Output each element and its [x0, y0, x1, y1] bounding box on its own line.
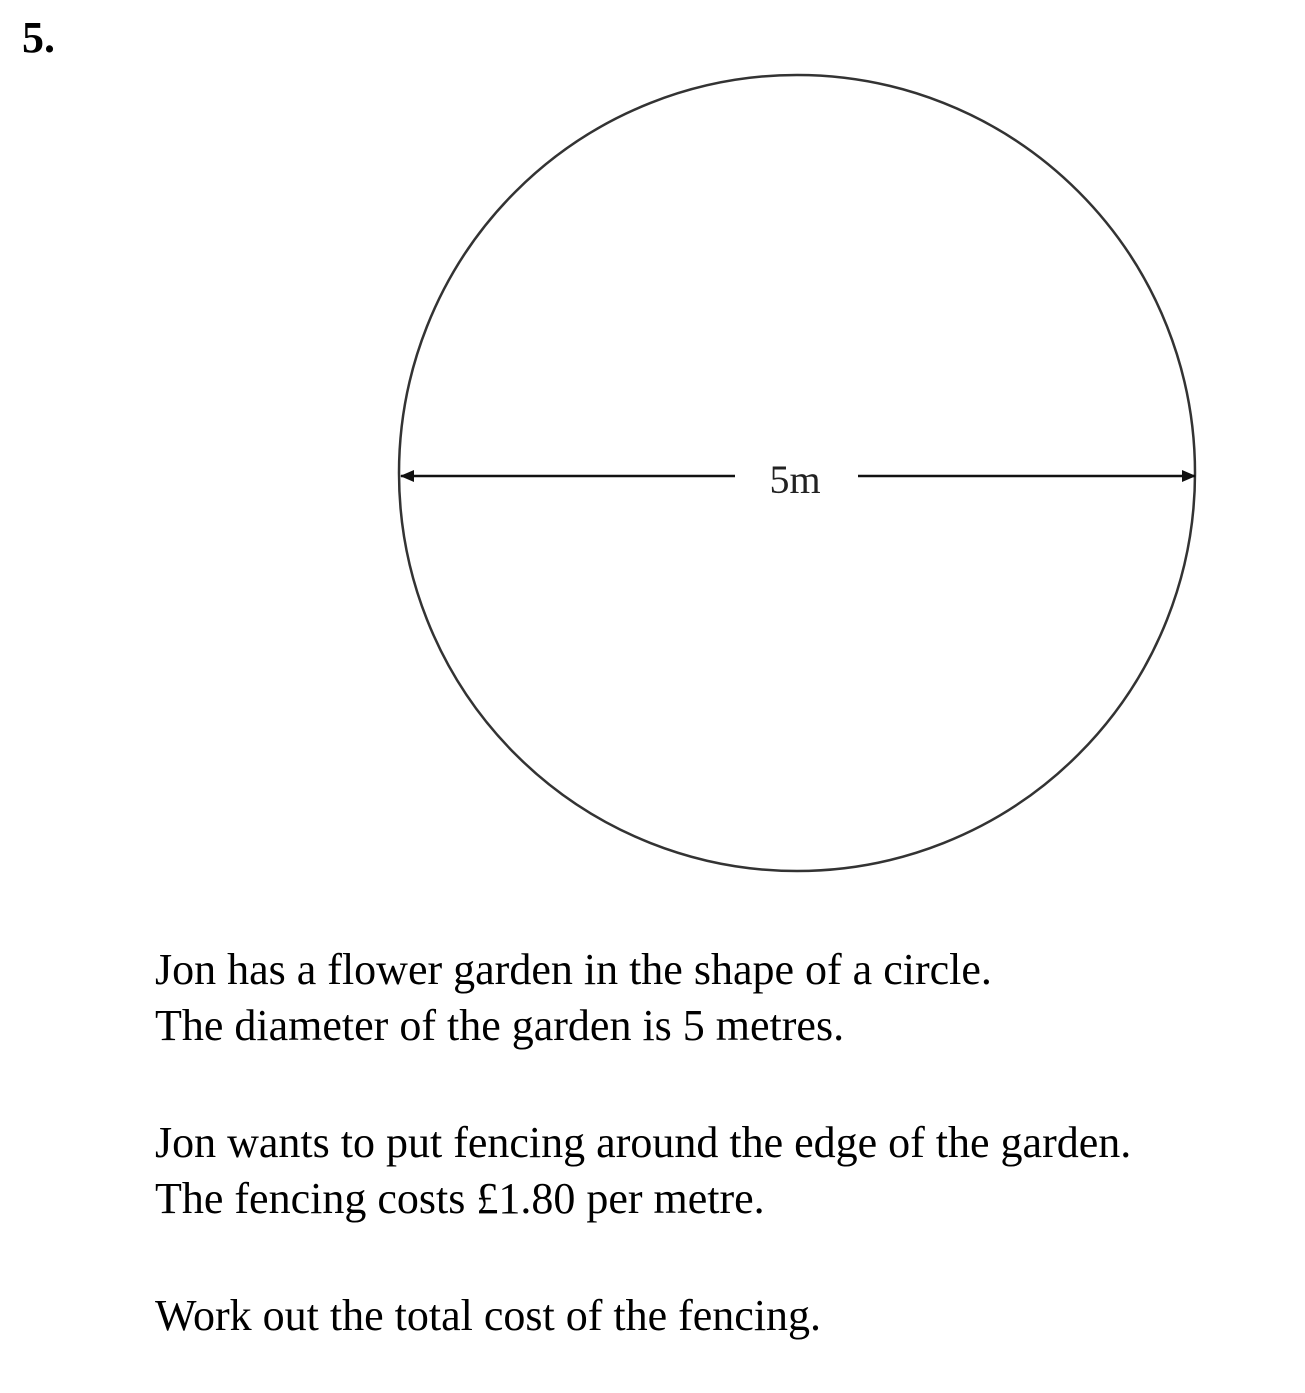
text-line: The fencing costs £1.80 per metre. [155, 1174, 765, 1223]
text-line: Jon wants to put fencing around the edge of the garden. [155, 1118, 1132, 1167]
paragraph-garden-description [155, 942, 1285, 1054]
text-line: Jon has a flower garden in the shape of a circle. [155, 945, 992, 994]
paragraph-fencing-info [155, 1115, 1285, 1227]
text-line: Work out the total cost of the fencing. [155, 1291, 822, 1340]
question-number: 5. [22, 13, 55, 62]
paragraph-task [155, 1288, 1285, 1344]
text-line: The diameter of the garden is 5 metres. [155, 1001, 845, 1050]
diameter-label: 5m [769, 457, 821, 502]
